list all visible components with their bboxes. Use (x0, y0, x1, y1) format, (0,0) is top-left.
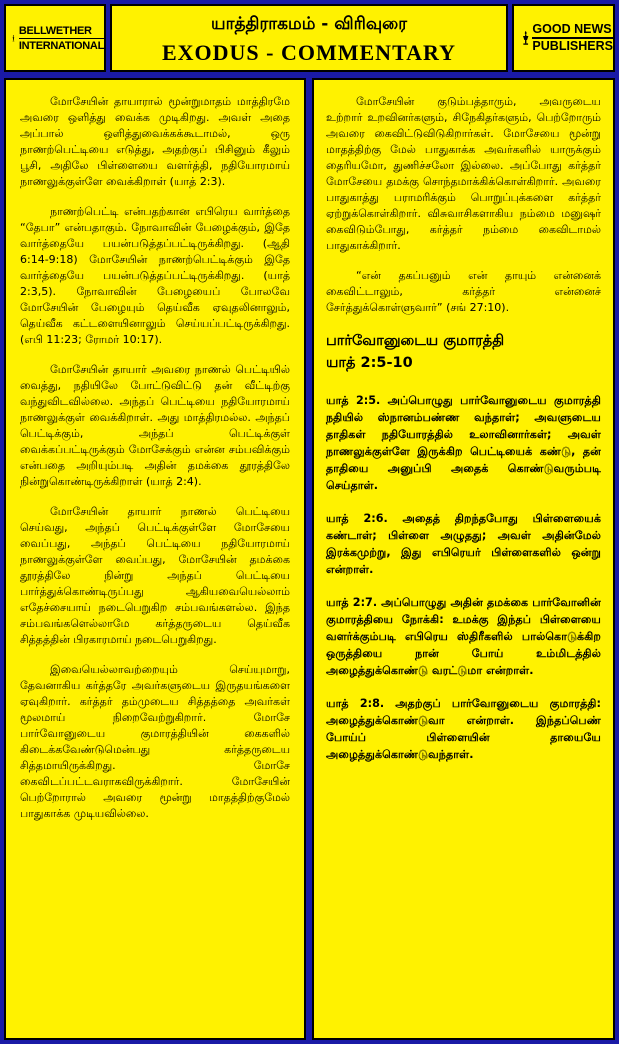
good-news-line2: PUBLISHERS (532, 39, 613, 53)
lamp-icon (522, 14, 529, 62)
verse: யாத் 2:8. அதற்குப் பார்வோனுடைய குமாரத்தி: அழைத்துக்கொண்டுவா என்றாள். இந்தப்பெண் போய்ப் பிள்ளையின் தாயையே அழைத்துக்கொண்டுவந்தாள். (326, 697, 601, 761)
paragraph: மோசேயின் தாயாரால் மூன்றுமாதம் மாத்திரமே அவரை ஒளித்து வைக்க முடிகிறது. அவள் அதை அப்பால் ஒளித்துவைக்கக்கூடாமல், ஒரு நாணற்பெட்டியை எடுத்து, அதற்குப் பிசினும் கீலும் பூசி, அதிலே பிள்ளையை வளர்த்தி, நதியோரமாய் நாணலுக்குள்ளே வைக்கிறாள் (யாத் 2:3). (20, 95, 290, 188)
section-heading (326, 330, 601, 374)
bellwether-line2: INTERNATIONAL (18, 39, 104, 52)
page-header (110, 4, 508, 72)
bellwether-line1: BELLWETHER (19, 24, 104, 39)
right-column (312, 78, 615, 1040)
paragraph: மோசேயின் தாயார் அவரை நாணல் பெட்டியில் வைத்து, நதியிலே போட்டுவிட்டு தன் வீட்டிற்கு வந்துவிடவில்லை. அந்தப் பெட்டியை நதியோரமாய் நாணலுக்குள் வைக்கிறாள். அது மாத்திரமல்ல. அந்தப் பெட்டிக்கும், அந்தப் பெட்டிக்குள் வைக்கப்பட்டிருக்கும் மோசேக்கும் என்ன சம்பவிக்கும் என்பதை அறியும்படி அதின் தமக்கை தூரத்திலே நின்றுகொண்டிருக்கிறாள் (யாத் 2:4). (20, 363, 290, 488)
good-news-logo (512, 4, 615, 72)
verse: யாத் 2:7. அப்பொழுது அதின் தமக்கை பார்வோனின் குமாரத்தியை நோக்கி: உமக்கு இந்தப் பிள்ளையை வளர்க்கும்படி எபிரெய ஸ்திரீகளில் பால்கொடுக்கிற ஒருத்தியை நான் போய் உம்மிடத்தில் அழைத்துக்கொண்டு வரட்டுமா என்றாள். (326, 596, 601, 677)
paragraph: மோசேயின் தாயார் நாணல் பெட்டியை செய்வது, அந்தப் பெட்டிக்குள்ளே மோசேயை வைப்பது, அந்தப் பெட்டியை நதியோரமாய் நாணலுக்குள்ளே வைப்பது, மோசேயின் தமக்கை தூரத்திலே நின்று அந்தப் பெட்டியை பார்த்துக்கொண்டிருப்பது ஆகியவையெல்லாம் எதேச்சையாய் நடைபெறுகிற சம்பவங்களல்ல. இந்த சம்பவங்களெல்லாமே கர்த்தருடைய தெய்வீக சித்தத்தின் பிரகாரமாய் நடைபெறுகிறது. (20, 505, 290, 646)
good-news-line1: GOOD NEWS (532, 22, 613, 39)
verse: யாத் 2:6. அதைத் திறந்தபோது பிள்ளையைக் கண்டாள்; பிள்ளை அழுதது; அவள் அதின்மேல் இரக்கமுற்று, இது எபிரெயர் பிள்ளைகளில் ஒன்று என்றாள். (326, 512, 601, 576)
bellwether-logo (4, 4, 106, 72)
quote-paragraph: “என் தகப்பனும் என் தாயும் என்னைக் கைவிட்டாலும், கர்த்தர் என்னைச் சேர்த்துக்கொள்ளுவார்” (சங் 27:10). (326, 269, 601, 314)
section-heading-title: பார்வோனுடைய குமாரத்தி (326, 333, 505, 349)
paragraph: இவையெல்லாவற்றையும் செய்யுமாறு, தேவனாகிய கர்த்தரே அவர்களுடைய இருதயங்களை ஏவுகிறார். கர்த்தர் தம்முடைய சித்தத்தை அவர்கள் மூலமாய் நிறைவேற்றுகிறார். மோசே பார்வோனுடைய குமாரத்தியின் கைகளில் கிடைக்கவேண்டுமென்பது கர்த்தருடைய சித்தமாயிருக்கிறது. மோசே கைவிடப்பட்டவராகவிருக்கிறார். மோசேயின் பெற்றோரால் அவரை மூன்று மாதத்திற்குமேல் பாதுகாக்க முடியவில்லை. (20, 663, 290, 820)
left-column (4, 78, 306, 1040)
title-tamil: யாத்திராகமம் - விரிவுரை (211, 14, 407, 34)
verse: யாத் 2:5. அப்பொழுது பார்வோனுடைய குமாரத்தி நதியில் ஸ்நானம்பண்ண வந்தாள்; அவளுடைய தாதிகள் நதியோரத்தில் உலாவினார்கள்; அவள் நாணலுக்குள்ளே இருக்கிற பெட்டியைக் கண்டு, தன் தாதியை அனுப்பி அதைக் கொண்டுவரும்படி செய்தாள். (326, 394, 601, 492)
paragraph: நாணற்பெட்டி என்பதற்கான எபிரெய வார்த்தை “தேபா” என்பதாகும். நோவாவின் பேழைக்கும், இதே வார்த்தையே பயன்படுத்தப்பட்டிருக்கிறது. (ஆதி 6:14-9:18) மோசேயின் நாணற்பெட்டிக்கும் இதே வார்த்தையே பயன்படுத்தப்பட்டிருக்கிறது. (யாத் 2:3,5). நோவாவின் பேழையைப் போலவே மோசேயின் பேழையும் தெய்வீக ஏவுதலினாலும், தெய்வீக கட்டளையினாலும் செய்யப்பட்டிருக்கிறது. (எபி 11:23; ரோமர் 10:17). (20, 205, 290, 346)
torch-icon (12, 14, 15, 62)
section-heading-reference: யாத் 2:5-10 (326, 355, 413, 371)
paragraph: மோசேயின் குடும்பத்தாரும், அவருடைய உற்றார் உறவினர்களும், சிநேகிதர்களும், பெற்றோரும் அவரை கைவிட்டுவிடுகிறார்கள். மோசேயை மூன்று மாதத்திற்கு மேல் பாதுகாக்க அவர்களில் யாருக்கும் தைரியமோ, துணிச்சலோ இல்லை. அப்போது கர்த்தர் மோசேயை தமக்கு சொந்தமாக்கிக்கொள்கிறார். அவரை பாதுகாத்து பராமரிக்கும் பொறுப்புக்களை கர்த்தர் ஏற்றுக்கொள்கிறார். விசுவாசிகளாகிய நம்மை மனுஷர் கைவிடும்போது, கர்த்தர் நம்மை கைவிடாமல் பாதுகாக்கிறார். (326, 95, 601, 252)
title-english: EXODUS - COMMENTARY (161, 40, 457, 65)
